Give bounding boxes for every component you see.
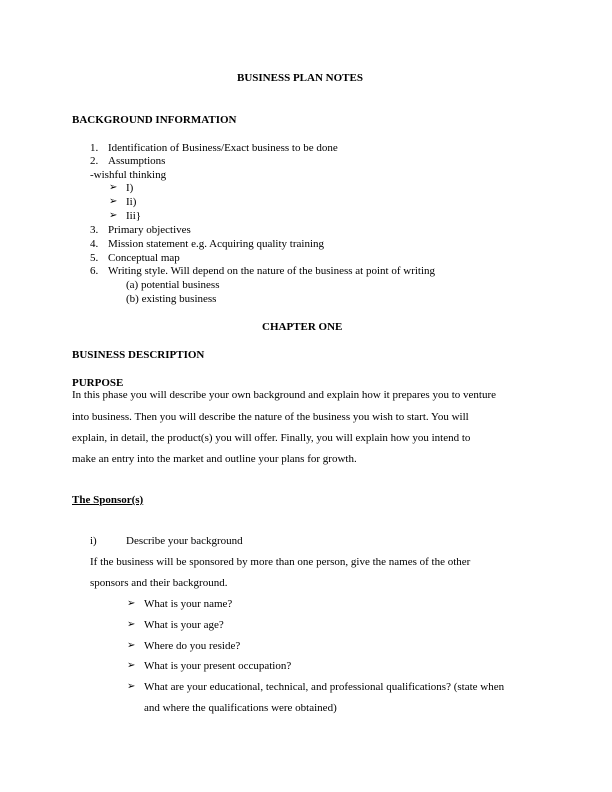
wishful-thinking: -wishful thinking (90, 169, 167, 181)
list-number: 1. (90, 142, 99, 154)
bullet-item: Iii} (126, 210, 142, 222)
paragraph-line: make an entry into the market and outline your plans for growth. (72, 453, 357, 465)
arrow-bullet-icon: ➢ (127, 619, 136, 630)
paragraph-line: into business. Then you will describe the nature of the business you wish to start. You will (72, 411, 469, 423)
question-item: What is your age? (144, 619, 224, 631)
paragraph-line: explain, in detail, the product(s) you will offer. Finally, you will explain how you intend to (72, 432, 471, 444)
section-heading: BUSINESS DESCRIPTION (72, 349, 205, 361)
sponsor-heading: The Sponsor(s) (72, 494, 144, 506)
sponsor-item-number: i) (90, 535, 97, 547)
question-item: What is your present occupation? (144, 660, 292, 672)
sub-item: (a) potential business (126, 279, 220, 291)
list-number: 2. (90, 155, 99, 167)
sponsor-item: Describe your background (126, 535, 243, 547)
paragraph-line: sponsors and their background. (90, 577, 228, 589)
list-number: 3. (90, 224, 99, 236)
list-number: 4. (90, 238, 99, 250)
chapter-heading: CHAPTER ONE (262, 321, 343, 333)
question-item: What are your educational, technical, and professional qualifications? (state when (144, 681, 505, 693)
list-item: Writing style. Will depend on the nature of the business at point of writing (108, 265, 436, 277)
arrow-bullet-icon: ➢ (127, 640, 136, 651)
list-item: Conceptual map (108, 252, 180, 264)
arrow-bullet-icon: ➢ (109, 196, 118, 207)
paragraph-line: In this phase you will describe your own background and explain how it prepares you to venture (72, 389, 497, 401)
purpose-heading: PURPOSE (72, 377, 124, 389)
list-item: Identification of Business/Exact business to be done (108, 142, 338, 154)
page-title: BUSINESS PLAN NOTES (237, 72, 363, 84)
background-heading: BACKGROUND INFORMATION (72, 114, 237, 126)
arrow-bullet-icon: ➢ (127, 660, 136, 671)
arrow-bullet-icon: ➢ (109, 210, 118, 221)
list-number: 5. (90, 252, 99, 264)
arrow-bullet-icon: ➢ (127, 598, 136, 609)
question-item: What is your name? (144, 598, 233, 610)
arrow-bullet-icon: ➢ (109, 182, 118, 193)
paragraph-line: If the business will be sponsored by more than one person, give the names of the other (90, 556, 471, 568)
list-number: 6. (90, 265, 99, 277)
question-item: Where do you reside? (144, 640, 241, 652)
bullet-item: Ii) (126, 196, 137, 208)
list-item: Primary objectives (108, 224, 191, 236)
arrow-bullet-icon: ➢ (127, 681, 136, 692)
question-item-continued: and where the qualifications were obtained) (144, 702, 337, 714)
sub-item: (b) existing business (126, 293, 217, 305)
list-item: Assumptions (108, 155, 166, 167)
bullet-item: I) (126, 182, 134, 194)
list-item: Mission statement e.g. Acquiring quality training (108, 238, 324, 250)
